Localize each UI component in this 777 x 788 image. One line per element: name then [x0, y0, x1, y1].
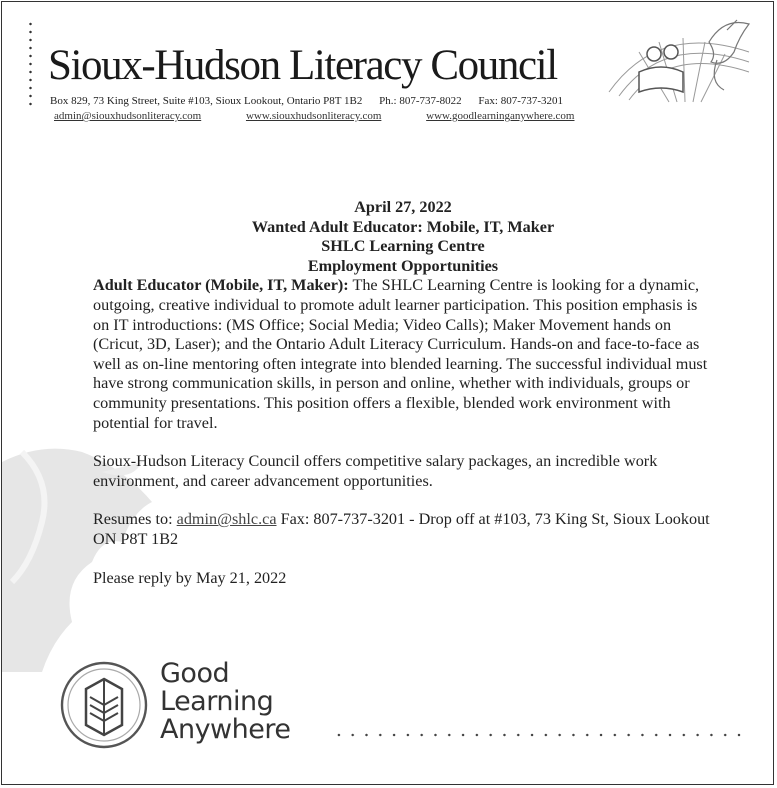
gla-line-learning: Learning: [160, 686, 274, 717]
role-description: The SHLC Learning Centre is looking for a dynamic, outgoing, creative individual to promote adult learner participation. This position emphasis is on IT introductions: (MS Office; Social Media; Video Calls); Maker Movement hands on (Cricut, 3D, Laser); and the Ontario Adult Literacy Curriculum. Hands-on and face-to-face as well as on-line mentoring often integrate into blended learning. The successful individual must have strong communication skills, in person and online, whether with individuals, groups or community presentations. This position offers a flexible, blended work environment with potential for travel.: [93, 276, 708, 432]
reply-by: Please reply by May 21, 2022: [93, 568, 287, 587]
document-frame: [1, 1, 774, 785]
contact-line: [50, 95, 577, 107]
page-title: Sioux-Hudson Literacy Council: [48, 42, 557, 89]
fax-text: Fax: 807-737-3201: [478, 95, 564, 107]
resume-suffix: Fax: 807-737-3201 - Drop off at #103, 73 King St, Sioux Lookout ON P8T 1B2: [93, 510, 710, 548]
email-link[interactable]: admin@siouxhudsonliteracy.com: [54, 110, 202, 122]
notice-headline: Wanted Adult Educator: Mobile, IT, Maker: [251, 217, 555, 236]
offer-paragraph: Sioux-Hudson Literacy Council offers competitive salary packages, an incredible work environment, and career advancement opportunities.: [93, 452, 658, 490]
header-links: [54, 110, 617, 122]
resume-prefix: Resumes to:: [93, 510, 173, 529]
good-learning-anywhere-logo: [60, 657, 300, 757]
gla-book-icon: [60, 659, 152, 751]
dotted-rule-vertical: [29, 20, 32, 108]
council-logo-illustration-icon: [599, 12, 759, 112]
dotted-rule-horizontal: [332, 733, 747, 737]
gla-website-link[interactable]: www.goodlearninganywhere.com: [426, 110, 575, 122]
resume-paragraph: [93, 510, 713, 549]
phone-text: Ph.: 807-737-8022: [379, 95, 462, 107]
website-link[interactable]: www.siouxhudsonliteracy.com: [245, 110, 382, 122]
job-description: [93, 276, 713, 433]
notice-date: April 27, 2022: [354, 198, 452, 216]
notice-body: [93, 198, 713, 588]
role-label: Adult Educator (Mobile, IT, Maker):: [93, 276, 349, 295]
gla-line-good: Good: [160, 658, 230, 689]
notice-section: Employment Opportunities: [307, 256, 499, 275]
address-text: Box 829, 73 King Street, Suite #103, Sioux Lookout, Ontario P8T 1B2: [50, 95, 363, 107]
resume-email-link[interactable]: admin@shlc.ca: [176, 510, 277, 529]
notice-organization: SHLC Learning Centre: [321, 237, 485, 256]
gla-line-anywhere: Anywhere: [160, 714, 291, 745]
